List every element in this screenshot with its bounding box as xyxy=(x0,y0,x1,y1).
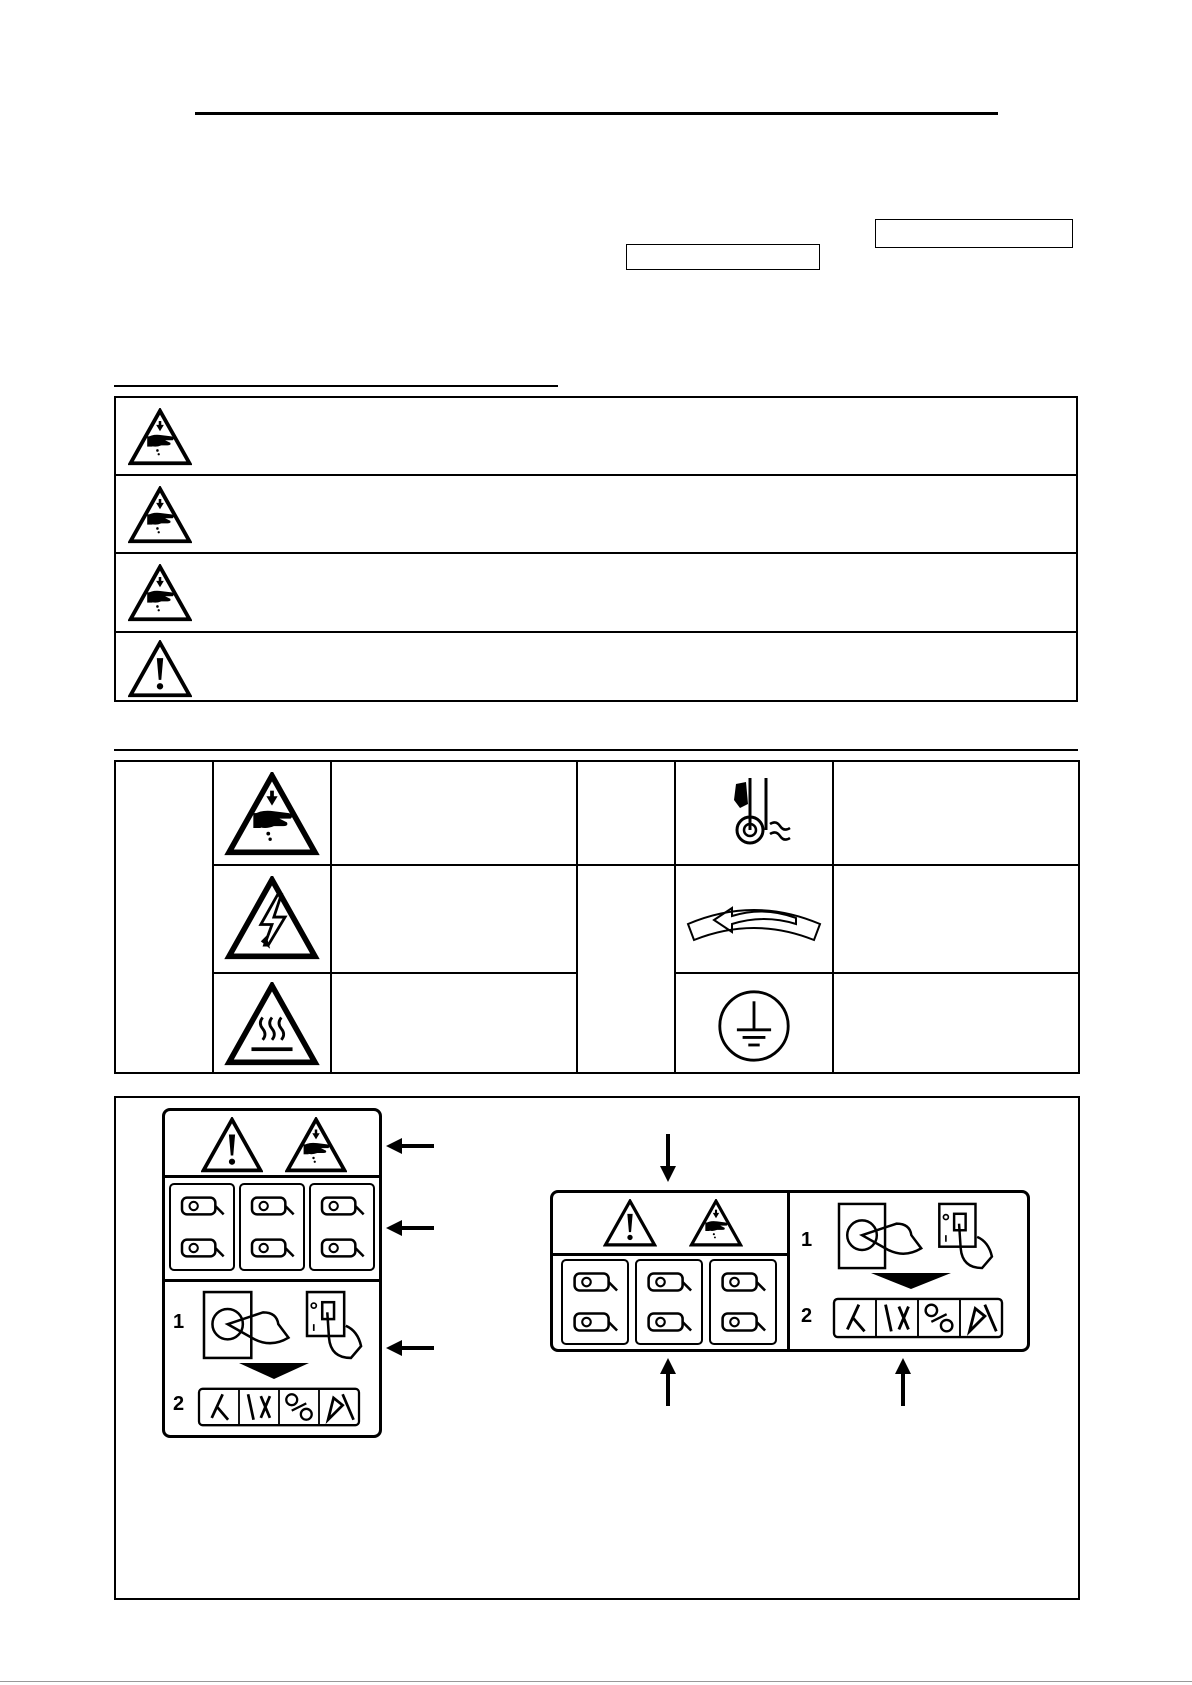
intro-highlight-box-1 xyxy=(875,219,1073,248)
presser-foot-icon xyxy=(569,1305,621,1339)
hand-injury-warning-icon xyxy=(128,564,192,622)
presser-foot-icon xyxy=(569,1265,621,1299)
notice-row-2 xyxy=(128,486,1068,546)
down-arrow-icon xyxy=(871,1273,951,1289)
electric-shock-warning-icon xyxy=(224,876,320,960)
label-pointer-arrow-icon xyxy=(658,1134,678,1184)
general-caution-exclamation-icon xyxy=(128,640,192,698)
hand-injury-warning-icon xyxy=(128,486,192,544)
step-1-number: 1 xyxy=(173,1311,185,1333)
presser-foot-icon xyxy=(177,1189,227,1223)
general-caution-exclamation-icon xyxy=(201,1117,263,1173)
cover-icon xyxy=(247,1231,297,1265)
title-rule xyxy=(195,112,998,115)
maintenance-icons-strip xyxy=(823,1297,1013,1339)
cover-icon xyxy=(643,1305,695,1339)
hand-injury-warning-icon xyxy=(128,408,192,466)
horizontal-warning-label xyxy=(550,1190,1030,1352)
cover-icon xyxy=(643,1265,695,1299)
notice-table xyxy=(114,396,1078,702)
vertical-warning-label xyxy=(162,1108,382,1438)
guard-icon xyxy=(317,1231,367,1265)
maintenance-icons-strip xyxy=(189,1387,369,1427)
notice-row-4 xyxy=(128,640,1068,700)
down-arrow-icon xyxy=(239,1363,309,1379)
notice-row-1 xyxy=(128,408,1068,468)
rotation-direction-arrow-icon xyxy=(684,894,824,944)
label-pointer-arrow-icon xyxy=(386,1218,436,1238)
presser-foot-icon xyxy=(177,1231,227,1265)
hand-injury-warning-icon xyxy=(285,1117,347,1173)
label-pointer-arrow-icon xyxy=(658,1358,678,1408)
label-pointer-arrow-icon xyxy=(893,1358,913,1408)
step-1-number: 1 xyxy=(801,1229,813,1251)
guard-icon xyxy=(717,1305,769,1339)
belt-pulley-entanglement-icon xyxy=(716,774,796,854)
page-bottom-rule xyxy=(0,1681,1192,1682)
symbol-table xyxy=(114,760,1080,1074)
label-pointer-arrow-icon xyxy=(386,1338,436,1358)
hand-injury-warning-icon xyxy=(689,1199,743,1247)
protective-earth-ground-icon xyxy=(716,988,792,1064)
power-switch-icon xyxy=(195,1287,365,1363)
hot-surface-warning-icon xyxy=(224,982,320,1066)
step-2-number: 2 xyxy=(173,1393,185,1415)
notice-row-3 xyxy=(128,564,1068,624)
general-caution-exclamation-icon xyxy=(603,1199,657,1247)
power-switch-icon xyxy=(823,1199,1003,1273)
parts-grid xyxy=(561,1259,779,1347)
cover-icon xyxy=(247,1189,297,1223)
section-2-heading-rule xyxy=(114,749,1078,751)
intro-highlight-box-2 xyxy=(626,244,820,270)
guard-icon xyxy=(717,1265,769,1299)
section-1-heading-rule xyxy=(114,385,558,387)
label-pointer-arrow-icon xyxy=(386,1136,436,1156)
parts-grid xyxy=(169,1183,375,1273)
step-2-number: 2 xyxy=(801,1305,813,1327)
hand-injury-warning-icon xyxy=(224,772,320,856)
guard-icon xyxy=(317,1189,367,1223)
